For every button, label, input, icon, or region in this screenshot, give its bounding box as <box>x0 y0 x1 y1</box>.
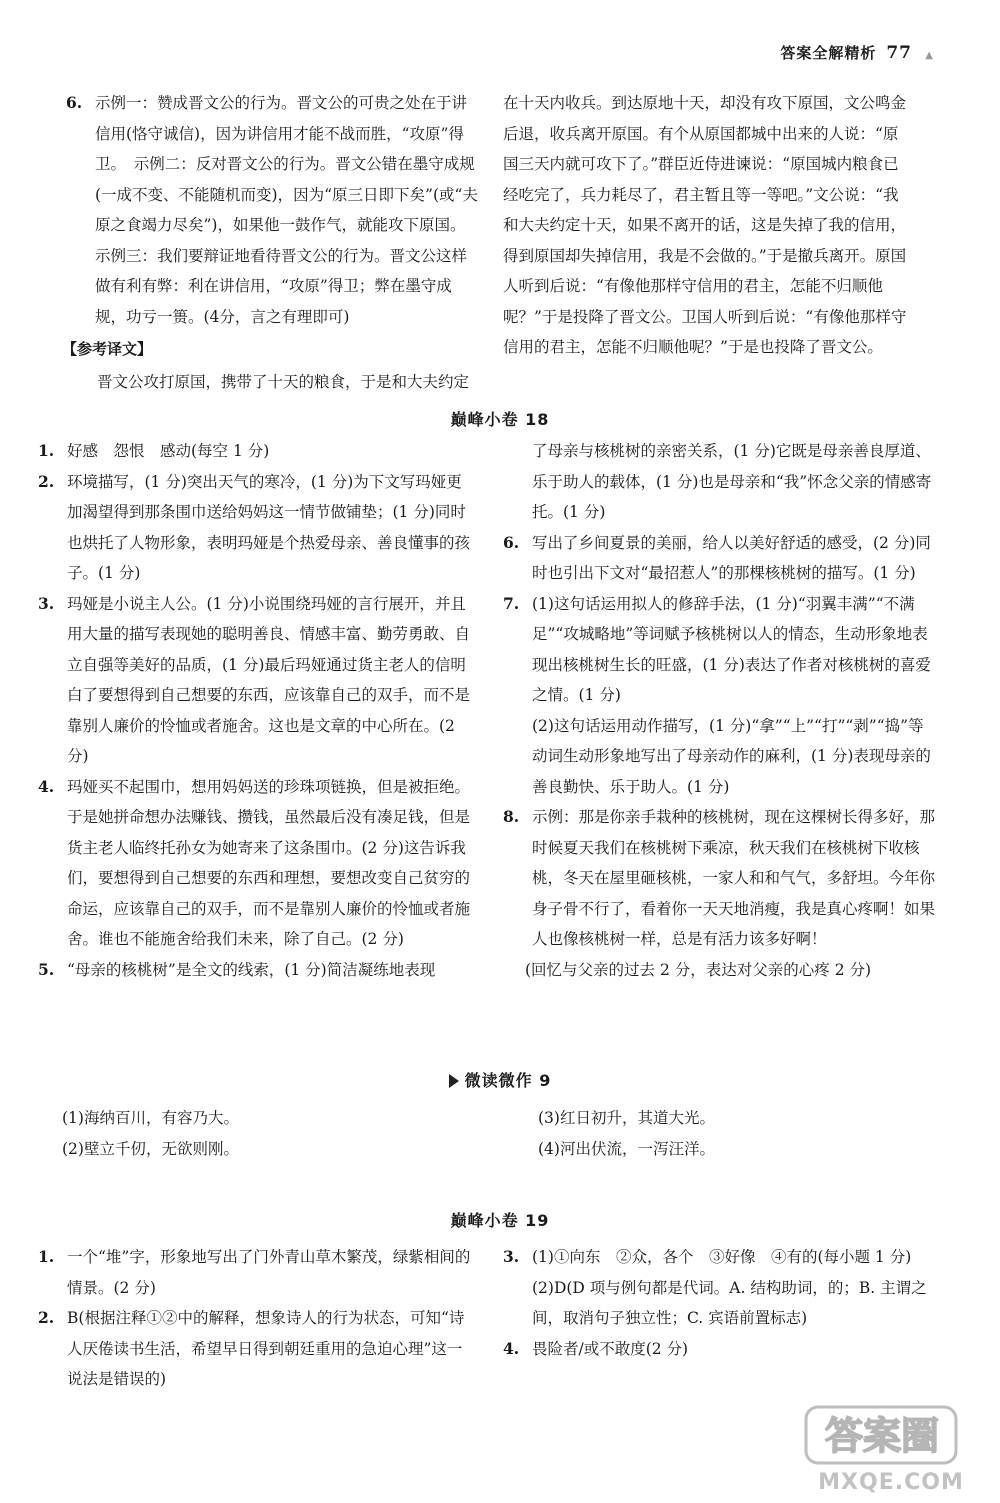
item-number: 6. <box>503 532 520 552</box>
answer-item-3 <box>38 589 476 772</box>
reference-translation-label: 【参考译文】 <box>62 340 153 358</box>
item-number: 1. <box>38 441 55 460</box>
wd9-item-2: (2)壁立千仞，无欲则刚。 <box>62 1139 239 1158</box>
item-text: 示例一：赞成晋文公的行为。晋文公的可贵之处在于讲信用(恪守诚信)，因为讲信用才能不战而胜，“攻原”得卫。 示例二：反对晋文公的行为。晋文公错在墨守成规(一成不变、不能随机而变)，因为“原三日即下矣”(或“夫原之食竭力尽矣”)，如果他一鼓作气，就能攻下原国。 示例三：我们要辩证地看待晋文公的行为。晋文公这样做有利有弊：利在讲信用，“攻原”得卫；弊在墨守成规，功亏一篑。(4分，言之有理即可) <box>95 94 478 326</box>
answer-item-5 <box>38 955 476 986</box>
section-title-text: 微读微作 9 <box>464 1071 552 1090</box>
wd9-item-3: (3)红日初升，其道大光。 <box>538 1109 715 1127</box>
header-title: 答案全解精析 <box>780 44 877 62</box>
wd9-item-4: (4)河出伏流，一泻汪洋。 <box>538 1139 715 1158</box>
translation-continued: 在十天内收兵。到达原地十天，却没有攻下原国，文公鸣金后退，收兵离开原国。有个从原国都城中出来的人说：“原国三天内就可攻下了。”群臣近侍进谏说：“原国城内粮食已经吃完了，兵力耗尽了，君主暂且等一等吧。”文公说：“我和大夫约定十天，如果不离开的话，这是失掉了我的信用，得到原国却失掉信用，我是不会做的。”于是撤兵离开。原国人听到后说：“有像他那样守信用的君主，怎能不归顺他呢？”于是投降了晋文公。卫国人听到后说：“有像他那样守信用的君主，怎能不归顺他呢？”于是也投降了晋文公。 <box>503 94 907 356</box>
section-title-wd9 <box>0 1068 1000 1091</box>
section-title-19: 巅峰小卷 19 <box>450 1211 550 1230</box>
wd9-right-column <box>538 1103 938 1164</box>
item-number: 7. <box>503 593 520 613</box>
item-8-scoring-note: (回忆与父亲的过去 2 分，表达对父亲的心疼 2 分) <box>525 960 872 979</box>
item-number: 3. <box>503 1247 520 1266</box>
item-3-part-2: (2)D(D 项与例句都是代词。A. 结构助词，的；B. 主谓之间，取消句子独立性；C. 宾语前置标志) <box>532 1278 927 1327</box>
answer-item-7 <box>503 589 935 711</box>
item-text: (1)①向东 ②众，各个 ③好像 ④有的(每小题 1 分) <box>532 1248 912 1266</box>
item-number: 1. <box>38 1247 55 1266</box>
play-triangle-icon <box>449 1074 459 1088</box>
item-number: 4. <box>38 776 55 796</box>
item-number: 6. <box>66 93 83 112</box>
section-title-18: 巅峰小卷 18 <box>450 410 550 429</box>
item-text: (1)这句话运用拟人的修辞手法，(1 分)“羽翼丰满”“不满足”“攻城略地”等词赋予核桃树以人的情态，生动形象地表现出核桃树生长的旺盛，(1 分)表达了作者对核桃树的喜爱之情。(1 分) <box>532 594 931 704</box>
item-number: 5. <box>38 959 55 979</box>
s19-left-column <box>38 1242 476 1395</box>
item-number: 3. <box>38 593 55 613</box>
item-5-continued: 了母亲与核桃树的亲密关系，(1 分)它既是母亲善良厚道、乐于助人的载体，(1 分)也是母亲和“我”怀念父亲的情感寄托。(1 分) <box>532 442 932 521</box>
answer-item-2 <box>38 1303 476 1395</box>
item-text: 写出了乡间夏景的美丽，给人以美好舒适的感受，(2 分)同时也引出下文对“最招惹人”的那棵核桃树的描写。(1 分) <box>532 533 931 582</box>
answer-item-8 <box>503 802 935 955</box>
item-number: 4. <box>503 1338 520 1358</box>
answer-item-6 <box>503 528 935 589</box>
watermark-text: 答案圈 <box>824 1414 940 1458</box>
reference-translation-text: 晋文公攻打原国，携带了十天的粮食，于是和大夫约定 <box>97 372 470 391</box>
item-text: “母亲的核桃树”是全文的线索，(1 分)简洁凝练地表现 <box>67 960 436 979</box>
item-text: 玛娅是小说主人公。(1 分)小说围绕玛娅的言行展开，并且用大量的描写表现她的聪明善良、情感丰富、勤劳勇敢、自立自强等美好的品质，(1 分)最后玛娅通过货主老人的信明白了要想得到自己想要的东西，应该靠自己的双手，而不是靠别人廉价的怜恤或者施舍。这也是文章的中心所在。(2 分) <box>67 594 471 765</box>
watermark-logo <box>796 1399 986 1499</box>
item-number: 2. <box>38 471 55 491</box>
top-left-column <box>62 88 480 397</box>
wd9-left-column <box>62 1103 482 1164</box>
item-text: 环境描写，(1 分)突出天气的寒冷，(1 分)为下文写玛娅更加渴望得到那条围巾送给妈妈这一情节做铺垫；(1 分)同时也烘托了人物形象，表明玛娅是个热爱母亲、善良懂事的孩子。(1 分) <box>67 472 471 582</box>
page-number: 77 <box>886 43 912 63</box>
s18-left-column <box>38 436 476 985</box>
item-text: 好感 怨恨 感动(每空 1 分) <box>67 442 270 460</box>
answer-item-2 <box>38 467 476 589</box>
item-text: 一个“堆”字，形象地写出了门外青山草木繁茂，绿紫相间的情景。(2 分) <box>67 1248 471 1297</box>
answer-item-4 <box>503 1334 935 1365</box>
item-number: 2. <box>38 1308 55 1327</box>
item-text: 示例：那是你亲手栽种的核桃树，现在这棵树长得多好，那时候夏天我们在核桃树下乘凉，秋天我们在核桃树下收核桃，冬天在屋里砸核桃，一家人和和气气，多舒坦。今年你身子骨不行了，看着你一天天地消瘦，我是真心疼啊！如果人也像核桃树一样，总是有活力该多好啊！ <box>532 808 936 948</box>
item-text: 畏险者/或不敢度(2 分) <box>532 1339 689 1358</box>
s19-right-column <box>503 1242 935 1364</box>
item-text: B(根据注释①②中的解释，想象诗人的行为状态，可知“诗人厌倦读书生活，希望早日得到朝廷重用的急迫心理”这一说法是错误的) <box>67 1309 465 1388</box>
item-7-part-2: (2)这句话运用动作描写，(1 分)“拿”“上”“打”“剥”“捣”等动词生动形象地写出了母亲动作的麻利，(1 分)表现母亲的善良勤快、乐于助人。(1 分) <box>532 716 931 796</box>
top-right-column <box>503 88 913 363</box>
watermark-url: MXQE.COM <box>818 1470 964 1495</box>
corner-triangle-icon: ▲ <box>925 50 934 61</box>
page-header <box>780 42 934 63</box>
s18-right-column <box>503 436 935 985</box>
item-number: 8. <box>503 807 520 826</box>
item-text: 玛娅买不起围巾，想用妈妈送的珍珠项链换，但是被拒绝。于是她拼命想办法赚钱、攒钱，虽然最后没有凑足钱，但是货主老人临终托孙女为她寄来了这条围巾。(2 分)这告诉我们，要想得到自己想要的东西和理想，要想改变自己贫穷的命运，应该靠自己的双手，而不是靠别人廉价的怜恤或者施舍。谁也不能施舍给我们未来，除了自己。(2 分) <box>67 777 471 948</box>
answer-item-3 <box>503 1242 935 1273</box>
wd9-item-1: (1)海纳百川，有容乃大。 <box>62 1109 239 1127</box>
answer-item-6 <box>66 88 480 332</box>
answer-item-4 <box>38 772 476 955</box>
answer-item-1 <box>38 436 476 467</box>
answer-item-1 <box>38 1242 476 1303</box>
